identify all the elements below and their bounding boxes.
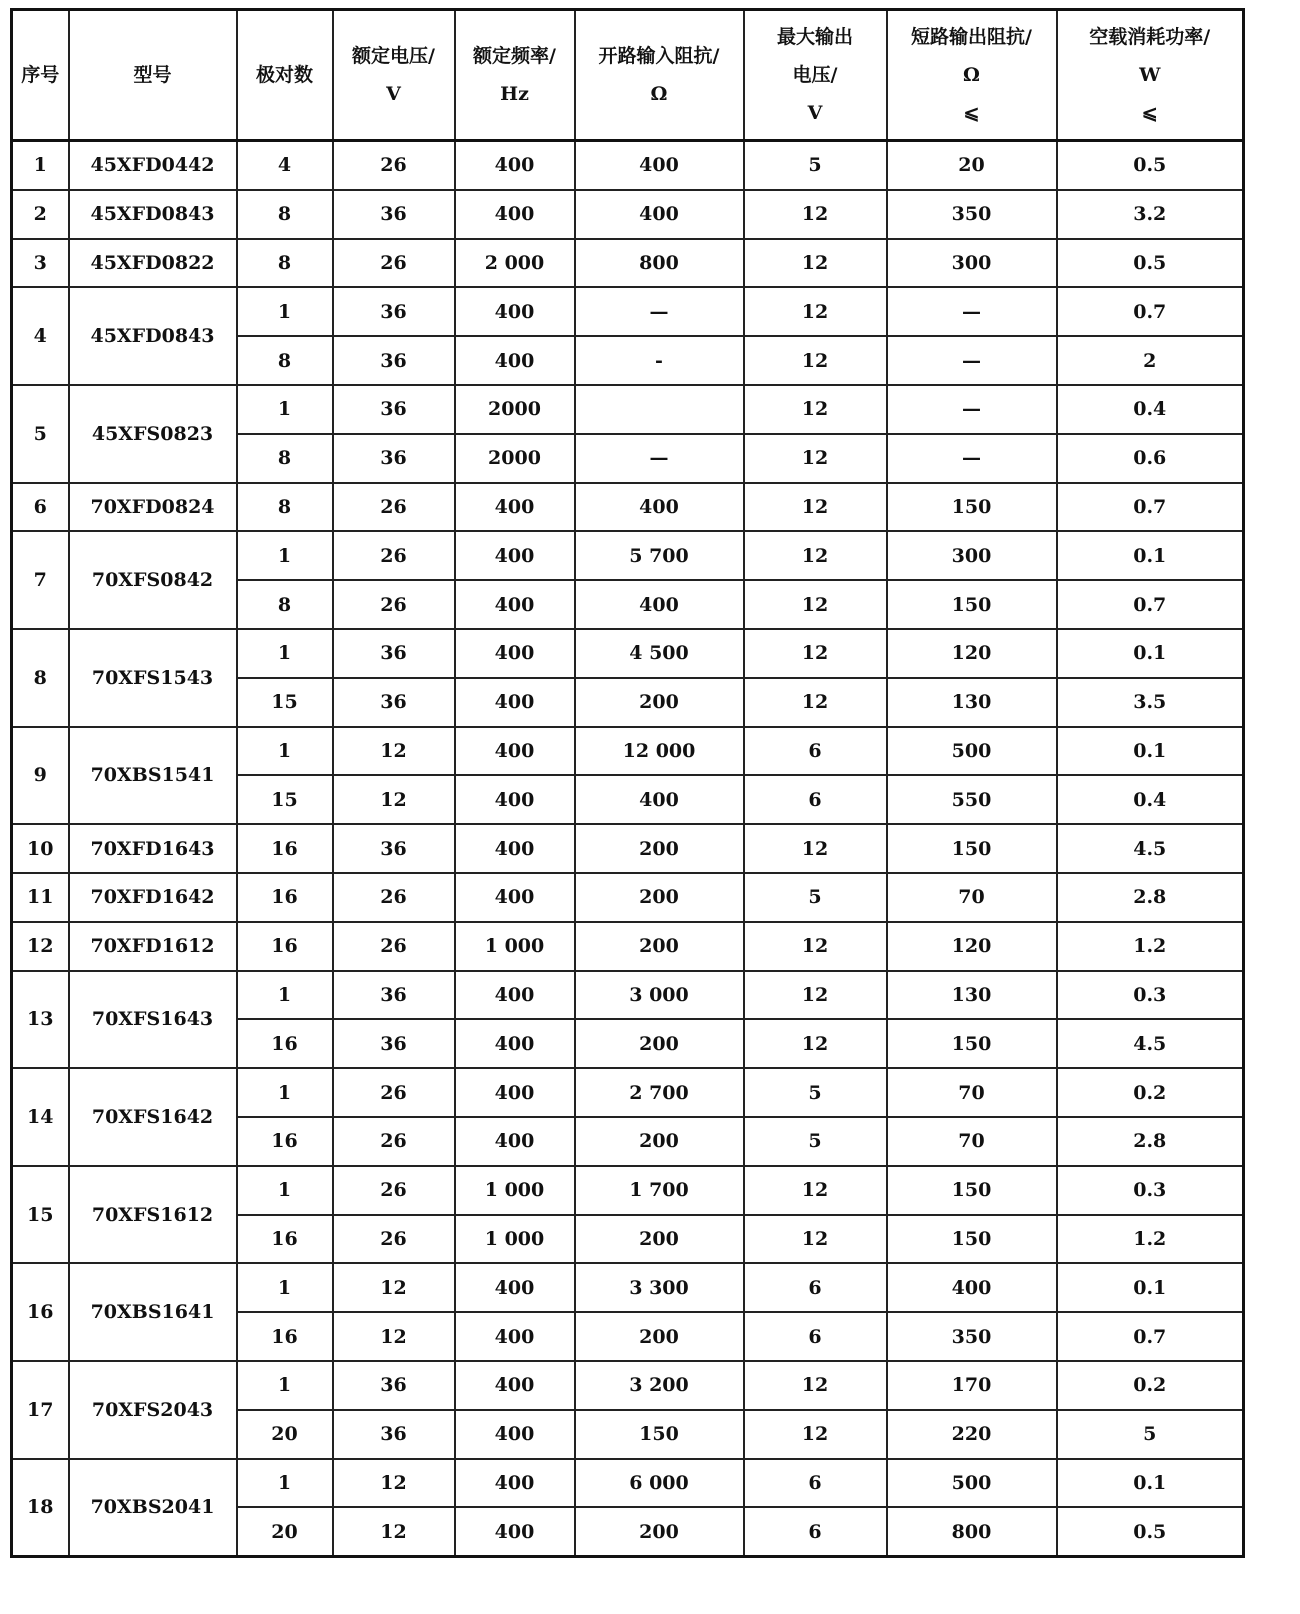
cell-open-input-impedance: 200 <box>575 922 744 971</box>
cell-short-output-impedance: — <box>887 434 1057 483</box>
cell-noload-power: 0.3 <box>1057 971 1244 1020</box>
cell-pole-pairs: 20 <box>237 1410 333 1459</box>
cell-rated-voltage: 36 <box>333 824 455 873</box>
cell-rated-voltage: 12 <box>333 1459 455 1508</box>
cell-rated-frequency: 1 000 <box>455 1215 575 1264</box>
cell-rated-frequency: 400 <box>455 141 575 190</box>
cell-max-output-voltage: 12 <box>744 1019 887 1068</box>
cell-open-input-impedance: 4 500 <box>575 629 744 678</box>
header-col-model <box>69 10 237 141</box>
cell-short-output-impedance: 170 <box>887 1361 1057 1410</box>
cell-rated-voltage: 36 <box>333 1019 455 1068</box>
cell-pole-pairs: 15 <box>237 775 333 824</box>
cell-max-output-voltage: 12 <box>744 1166 887 1215</box>
cell-pole-pairs: 1 <box>237 1068 333 1117</box>
cell-model: 45XFD0843 <box>69 287 237 385</box>
cell-short-output-impedance: 70 <box>887 873 1057 922</box>
cell-open-input-impedance: 12 000 <box>575 727 744 776</box>
cell-max-output-voltage: 12 <box>744 1215 887 1264</box>
cell-open-input-impedance: 400 <box>575 483 744 532</box>
cell-max-output-voltage: 12 <box>744 287 887 336</box>
cell-model: 70XFS2043 <box>69 1361 237 1459</box>
cell-rated-voltage: 26 <box>333 1166 455 1215</box>
cell-rated-frequency: 400 <box>455 1361 575 1410</box>
header-col-short-output-impedance <box>887 10 1057 141</box>
cell-pole-pairs: 16 <box>237 1117 333 1166</box>
cell-rated-frequency: 1 000 <box>455 1166 575 1215</box>
cell-rated-frequency: 400 <box>455 678 575 727</box>
cell-rated-frequency: 400 <box>455 1459 575 1508</box>
cell-max-output-voltage: 12 <box>744 678 887 727</box>
cell-model: 70XFS1612 <box>69 1166 237 1264</box>
cell-rated-voltage: 36 <box>333 336 455 385</box>
cell-open-input-impedance: 200 <box>575 1215 744 1264</box>
header-text: Hz <box>500 83 529 105</box>
cell-index: 9 <box>12 727 69 825</box>
cell-model: 45XFD0442 <box>69 141 237 190</box>
cell-max-output-voltage: 12 <box>744 824 887 873</box>
cell-rated-frequency: 400 <box>455 727 575 776</box>
cell-noload-power: 0.7 <box>1057 483 1244 532</box>
cell-short-output-impedance: 300 <box>887 531 1057 580</box>
cell-rated-voltage: 26 <box>333 239 455 288</box>
table-row <box>12 727 1244 776</box>
cell-index: 2 <box>12 190 69 239</box>
cell-index: 4 <box>12 287 69 385</box>
table-body <box>12 141 1244 1557</box>
cell-short-output-impedance: — <box>887 385 1057 434</box>
table-row <box>12 1263 1244 1312</box>
cell-max-output-voltage: 6 <box>744 1263 887 1312</box>
cell-index: 14 <box>12 1068 69 1166</box>
table-row <box>12 629 1244 678</box>
cell-max-output-voltage: 12 <box>744 239 887 288</box>
cell-max-output-voltage: 5 <box>744 141 887 190</box>
cell-rated-voltage: 26 <box>333 531 455 580</box>
cell-rated-frequency: 400 <box>455 336 575 385</box>
cell-rated-voltage: 36 <box>333 434 455 483</box>
cell-rated-frequency: 400 <box>455 629 575 678</box>
cell-rated-frequency: 400 <box>455 1019 575 1068</box>
cell-short-output-impedance: — <box>887 287 1057 336</box>
cell-rated-voltage: 26 <box>333 483 455 532</box>
cell-index: 10 <box>12 824 69 873</box>
cell-open-input-impedance: 6 000 <box>575 1459 744 1508</box>
cell-model: 70XFS1643 <box>69 971 237 1069</box>
cell-rated-frequency: 400 <box>455 1117 575 1166</box>
cell-model: 70XFD1643 <box>69 824 237 873</box>
cell-pole-pairs: 1 <box>237 531 333 580</box>
cell-rated-frequency: 2 000 <box>455 239 575 288</box>
cell-pole-pairs: 8 <box>237 190 333 239</box>
cell-noload-power: 0.1 <box>1057 1263 1244 1312</box>
cell-noload-power: 3.5 <box>1057 678 1244 727</box>
cell-pole-pairs: 1 <box>237 1361 333 1410</box>
cell-short-output-impedance: 70 <box>887 1068 1057 1117</box>
cell-model: 70XFD0824 <box>69 483 237 532</box>
header-text: 额定电压/ <box>352 45 435 67</box>
cell-index: 8 <box>12 629 69 727</box>
cell-rated-voltage: 26 <box>333 1215 455 1264</box>
cell-pole-pairs: 15 <box>237 678 333 727</box>
cell-pole-pairs: 8 <box>237 239 333 288</box>
cell-noload-power: 0.5 <box>1057 239 1244 288</box>
cell-max-output-voltage: 5 <box>744 873 887 922</box>
cell-noload-power: 0.5 <box>1057 1507 1244 1556</box>
cell-short-output-impedance: 500 <box>887 727 1057 776</box>
cell-rated-frequency: 400 <box>455 1312 575 1361</box>
table-row <box>12 239 1244 288</box>
cell-max-output-voltage: 12 <box>744 434 887 483</box>
cell-rated-frequency: 400 <box>455 287 575 336</box>
cell-pole-pairs: 1 <box>237 727 333 776</box>
cell-noload-power: 0.5 <box>1057 141 1244 190</box>
cell-rated-frequency: 400 <box>455 483 575 532</box>
cell-short-output-impedance: 130 <box>887 971 1057 1020</box>
cell-noload-power: 0.2 <box>1057 1361 1244 1410</box>
cell-short-output-impedance: 350 <box>887 190 1057 239</box>
cell-pole-pairs: 16 <box>237 1215 333 1264</box>
table-row <box>12 1166 1244 1215</box>
cell-rated-voltage: 36 <box>333 1361 455 1410</box>
cell-open-input-impedance: 200 <box>575 824 744 873</box>
cell-noload-power: 1.2 <box>1057 922 1244 971</box>
header-text: 开路输入阻抗/ <box>598 45 720 67</box>
cell-pole-pairs: 1 <box>237 1459 333 1508</box>
cell-max-output-voltage: 12 <box>744 971 887 1020</box>
cell-index: 16 <box>12 1263 69 1361</box>
cell-rated-voltage: 26 <box>333 922 455 971</box>
cell-open-input-impedance: 200 <box>575 873 744 922</box>
cell-max-output-voltage: 12 <box>744 629 887 678</box>
cell-noload-power: 0.1 <box>1057 1459 1244 1508</box>
table-row <box>12 1459 1244 1508</box>
cell-noload-power: 2.8 <box>1057 873 1244 922</box>
cell-model: 70XFD1612 <box>69 922 237 971</box>
header-col-index <box>12 10 69 141</box>
header-text: W <box>1139 64 1161 86</box>
cell-max-output-voltage: 6 <box>744 1312 887 1361</box>
cell-index: 15 <box>12 1166 69 1264</box>
cell-index: 6 <box>12 483 69 532</box>
cell-model: 45XFD0843 <box>69 190 237 239</box>
cell-open-input-impedance: 200 <box>575 1117 744 1166</box>
cell-pole-pairs: 20 <box>237 1507 333 1556</box>
header-text: ⩽ <box>963 102 980 124</box>
cell-pole-pairs: 4 <box>237 141 333 190</box>
cell-noload-power: 0.7 <box>1057 580 1244 629</box>
cell-noload-power: 2.8 <box>1057 1117 1244 1166</box>
cell-pole-pairs: 8 <box>237 483 333 532</box>
cell-open-input-impedance: 800 <box>575 239 744 288</box>
cell-rated-frequency: 400 <box>455 190 575 239</box>
cell-model: 70XBS1541 <box>69 727 237 825</box>
cell-model: 45XFD0822 <box>69 239 237 288</box>
cell-open-input-impedance: 200 <box>575 1019 744 1068</box>
header-text: V <box>386 83 401 105</box>
cell-open-input-impedance: 400 <box>575 580 744 629</box>
cell-index: 7 <box>12 531 69 629</box>
cell-open-input-impedance: 150 <box>575 1410 744 1459</box>
table-row <box>12 971 1244 1020</box>
cell-max-output-voltage: 12 <box>744 580 887 629</box>
cell-open-input-impedance: 2 700 <box>575 1068 744 1117</box>
cell-short-output-impedance: 20 <box>887 141 1057 190</box>
cell-short-output-impedance: 150 <box>887 1166 1057 1215</box>
cell-pole-pairs: 8 <box>237 434 333 483</box>
cell-max-output-voltage: 6 <box>744 727 887 776</box>
cell-rated-voltage: 12 <box>333 775 455 824</box>
header-text: ⩽ <box>1141 102 1158 124</box>
cell-open-input-impedance: — <box>575 434 744 483</box>
cell-rated-voltage: 36 <box>333 971 455 1020</box>
cell-model: 70XFS0842 <box>69 531 237 629</box>
table-row <box>12 287 1244 336</box>
cell-model: 70XBS1641 <box>69 1263 237 1361</box>
cell-max-output-voltage: 12 <box>744 1361 887 1410</box>
cell-rated-frequency: 2000 <box>455 385 575 434</box>
cell-open-input-impedance: 5 700 <box>575 531 744 580</box>
cell-pole-pairs: 1 <box>237 1263 333 1312</box>
cell-index: 11 <box>12 873 69 922</box>
header-text: Ω <box>650 83 668 105</box>
cell-open-input-impedance: 200 <box>575 1507 744 1556</box>
cell-noload-power: 0.7 <box>1057 1312 1244 1361</box>
header-text: 序号 <box>21 64 60 86</box>
cell-max-output-voltage: 5 <box>744 1117 887 1166</box>
cell-max-output-voltage: 6 <box>744 775 887 824</box>
cell-max-output-voltage: 5 <box>744 1068 887 1117</box>
cell-pole-pairs: 16 <box>237 1019 333 1068</box>
cell-noload-power: 4.5 <box>1057 1019 1244 1068</box>
header-col-open-input-impedance <box>575 10 744 141</box>
table-row <box>12 824 1244 873</box>
cell-short-output-impedance: 220 <box>887 1410 1057 1459</box>
cell-pole-pairs: 1 <box>237 629 333 678</box>
table-row <box>12 1068 1244 1117</box>
header-text: 空载消耗功率/ <box>1089 26 1211 48</box>
cell-rated-voltage: 36 <box>333 287 455 336</box>
cell-rated-frequency: 400 <box>455 580 575 629</box>
cell-short-output-impedance: 150 <box>887 1019 1057 1068</box>
cell-rated-voltage: 26 <box>333 1068 455 1117</box>
cell-max-output-voltage: 12 <box>744 922 887 971</box>
cell-noload-power: 3.2 <box>1057 190 1244 239</box>
header-col-pole-pairs <box>237 10 333 141</box>
cell-index: 13 <box>12 971 69 1069</box>
cell-model: 70XFS1642 <box>69 1068 237 1166</box>
cell-short-output-impedance: 150 <box>887 580 1057 629</box>
cell-rated-frequency: 400 <box>455 1263 575 1312</box>
cell-noload-power: 0.2 <box>1057 1068 1244 1117</box>
cell-index: 17 <box>12 1361 69 1459</box>
cell-model: 45XFS0823 <box>69 385 237 483</box>
cell-noload-power: 0.7 <box>1057 287 1244 336</box>
header-text: 最大输出 <box>776 26 853 48</box>
cell-rated-frequency: 400 <box>455 1068 575 1117</box>
cell-pole-pairs: 1 <box>237 287 333 336</box>
cell-short-output-impedance: 130 <box>887 678 1057 727</box>
cell-short-output-impedance: 300 <box>887 239 1057 288</box>
cell-pole-pairs: 1 <box>237 1166 333 1215</box>
cell-open-input-impedance: - <box>575 336 744 385</box>
header-text: V <box>807 102 823 124</box>
cell-rated-voltage: 36 <box>333 629 455 678</box>
header-row <box>12 10 1244 141</box>
cell-open-input-impedance: 3 200 <box>575 1361 744 1410</box>
cell-rated-voltage: 26 <box>333 141 455 190</box>
cell-rated-frequency: 400 <box>455 873 575 922</box>
cell-pole-pairs: 16 <box>237 1312 333 1361</box>
cell-index: 3 <box>12 239 69 288</box>
cell-short-output-impedance: 150 <box>887 483 1057 532</box>
cell-short-output-impedance: 800 <box>887 1507 1057 1556</box>
header-col-rated-frequency <box>455 10 575 141</box>
cell-rated-frequency: 400 <box>455 775 575 824</box>
cell-rated-voltage: 36 <box>333 1410 455 1459</box>
cell-max-output-voltage: 6 <box>744 1459 887 1508</box>
cell-rated-voltage: 26 <box>333 873 455 922</box>
header-text: 额定频率/ <box>473 45 556 67</box>
header-text: 型号 <box>133 64 172 86</box>
cell-rated-voltage: 12 <box>333 1507 455 1556</box>
table-row <box>12 141 1244 190</box>
cell-pole-pairs: 16 <box>237 824 333 873</box>
cell-index: 5 <box>12 385 69 483</box>
cell-short-output-impedance: 70 <box>887 1117 1057 1166</box>
header-text: 电压/ <box>792 64 838 86</box>
cell-pole-pairs: 16 <box>237 873 333 922</box>
cell-noload-power: 1.2 <box>1057 1215 1244 1264</box>
cell-open-input-impedance: — <box>575 287 744 336</box>
cell-noload-power: 0.4 <box>1057 775 1244 824</box>
cell-rated-frequency: 400 <box>455 1410 575 1459</box>
table-row <box>12 873 1244 922</box>
cell-rated-voltage: 12 <box>333 1263 455 1312</box>
header-col-rated-voltage <box>333 10 455 141</box>
cell-max-output-voltage: 12 <box>744 483 887 532</box>
cell-max-output-voltage: 12 <box>744 385 887 434</box>
header-col-noload-power <box>1057 10 1244 141</box>
cell-open-input-impedance: 3 300 <box>575 1263 744 1312</box>
cell-rated-frequency: 400 <box>455 531 575 580</box>
cell-open-input-impedance <box>575 385 744 434</box>
cell-rated-voltage: 26 <box>333 1117 455 1166</box>
cell-noload-power: 0.1 <box>1057 629 1244 678</box>
cell-open-input-impedance: 200 <box>575 1312 744 1361</box>
cell-index: 18 <box>12 1459 69 1557</box>
cell-max-output-voltage: 6 <box>744 1507 887 1556</box>
cell-pole-pairs: 8 <box>237 336 333 385</box>
cell-model: 70XFS1543 <box>69 629 237 727</box>
cell-rated-frequency: 400 <box>455 1507 575 1556</box>
cell-pole-pairs: 1 <box>237 385 333 434</box>
cell-short-output-impedance: 150 <box>887 824 1057 873</box>
cell-open-input-impedance: 400 <box>575 141 744 190</box>
cell-short-output-impedance: 120 <box>887 922 1057 971</box>
cell-max-output-voltage: 12 <box>744 531 887 580</box>
table-row <box>12 1361 1244 1410</box>
cell-rated-voltage: 12 <box>333 1312 455 1361</box>
cell-model: 70XBS2041 <box>69 1459 237 1557</box>
header-text: Ω <box>963 64 980 86</box>
cell-rated-frequency: 400 <box>455 824 575 873</box>
cell-rated-voltage: 36 <box>333 385 455 434</box>
cell-rated-voltage: 12 <box>333 727 455 776</box>
header-col-max-output-voltage <box>744 10 887 141</box>
cell-noload-power: 0.1 <box>1057 531 1244 580</box>
cell-noload-power: 0.4 <box>1057 385 1244 434</box>
cell-model: 70XFD1642 <box>69 873 237 922</box>
cell-open-input-impedance: 400 <box>575 775 744 824</box>
table-row <box>12 922 1244 971</box>
cell-noload-power: 5 <box>1057 1410 1244 1459</box>
header-text: 短路输出阻抗/ <box>911 26 1032 48</box>
cell-max-output-voltage: 12 <box>744 336 887 385</box>
cell-short-output-impedance: 350 <box>887 1312 1057 1361</box>
cell-pole-pairs: 1 <box>237 971 333 1020</box>
table-row <box>12 385 1244 434</box>
cell-noload-power: 0.3 <box>1057 1166 1244 1215</box>
cell-rated-frequency: 2000 <box>455 434 575 483</box>
cell-short-output-impedance: 500 <box>887 1459 1057 1508</box>
cell-noload-power: 0.1 <box>1057 727 1244 776</box>
cell-open-input-impedance: 3 000 <box>575 971 744 1020</box>
cell-short-output-impedance: — <box>887 336 1057 385</box>
cell-open-input-impedance: 1 700 <box>575 1166 744 1215</box>
cell-pole-pairs: 16 <box>237 922 333 971</box>
cell-rated-frequency: 1 000 <box>455 922 575 971</box>
cell-rated-voltage: 36 <box>333 190 455 239</box>
cell-noload-power: 2 <box>1057 336 1244 385</box>
table-row <box>12 483 1244 532</box>
table-row <box>12 531 1244 580</box>
table-row <box>12 190 1244 239</box>
cell-noload-power: 0.6 <box>1057 434 1244 483</box>
cell-short-output-impedance: 150 <box>887 1215 1057 1264</box>
cell-short-output-impedance: 550 <box>887 775 1057 824</box>
cell-rated-voltage: 26 <box>333 580 455 629</box>
cell-open-input-impedance: 200 <box>575 678 744 727</box>
specification-table <box>10 8 1245 1558</box>
cell-short-output-impedance: 120 <box>887 629 1057 678</box>
cell-open-input-impedance: 400 <box>575 190 744 239</box>
cell-rated-voltage: 36 <box>333 678 455 727</box>
header-text: 极对数 <box>255 64 313 86</box>
cell-noload-power: 4.5 <box>1057 824 1244 873</box>
cell-max-output-voltage: 12 <box>744 1410 887 1459</box>
cell-short-output-impedance: 400 <box>887 1263 1057 1312</box>
cell-index: 12 <box>12 922 69 971</box>
cell-rated-frequency: 400 <box>455 971 575 1020</box>
cell-max-output-voltage: 12 <box>744 190 887 239</box>
cell-pole-pairs: 8 <box>237 580 333 629</box>
cell-index: 1 <box>12 141 69 190</box>
